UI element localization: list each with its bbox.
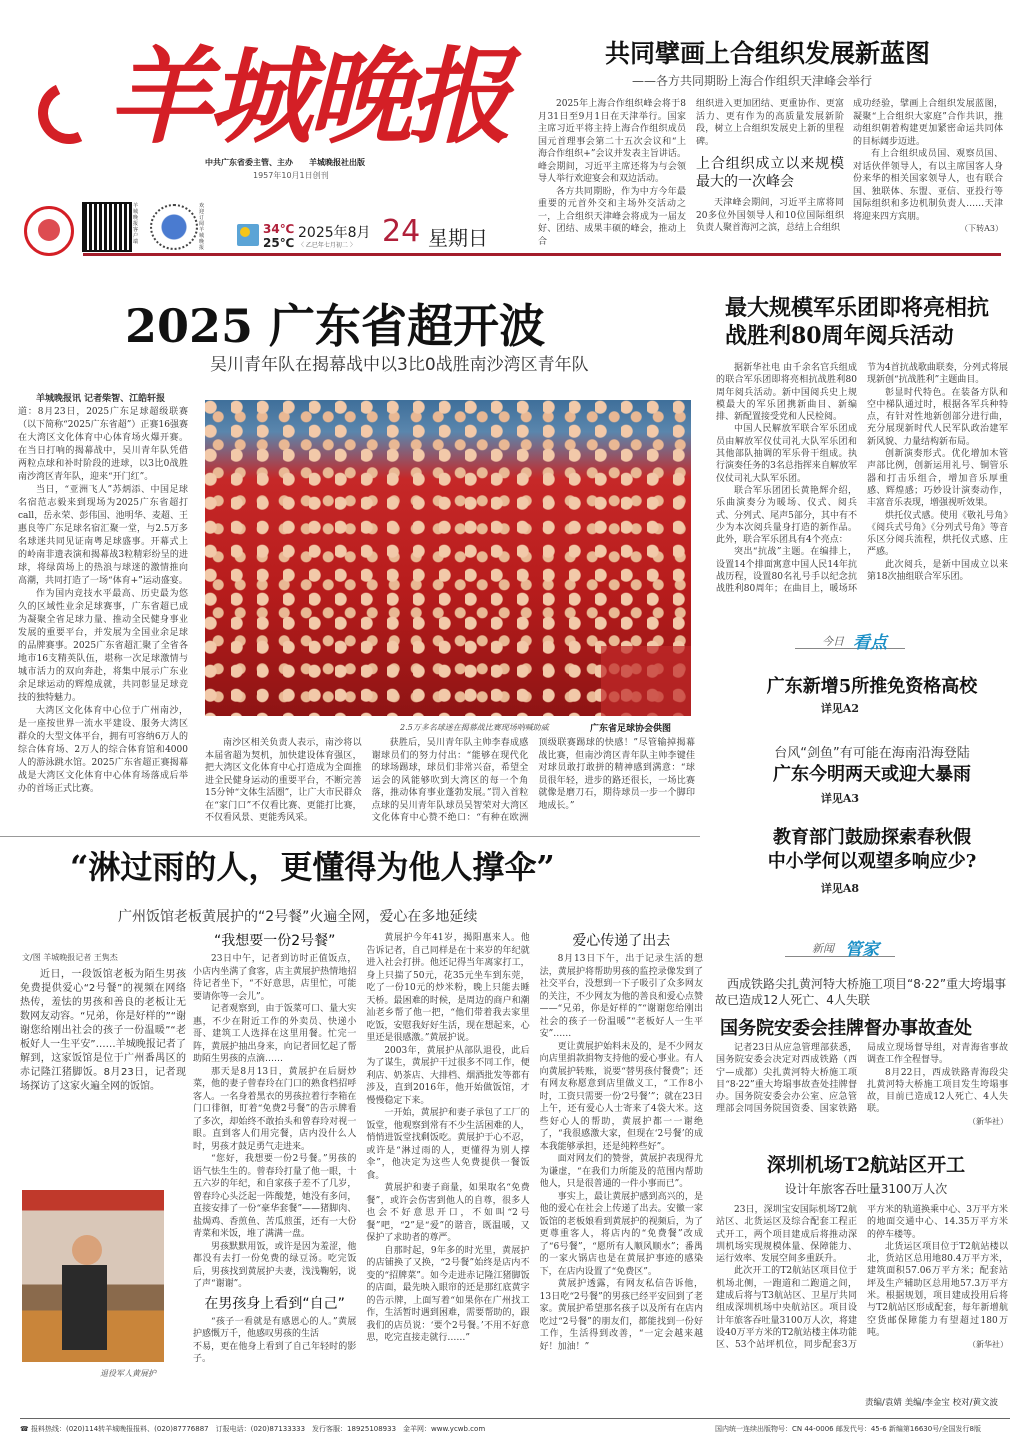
soccer-bottom-columns: 南沙区相关负责人表示，南沙将以本届省超为契机，加快建设体育强区，把大湾区文化体育中心打造成为全面推进全民健身运动的重要平台，不断完善15分钟“文体生活圈”，让广大市民群众在“家门口”不仅看比赛、更能打比赛，不仅看风景、更能秀风采。 获胜后，吴川青年队主帅李春成感谢球员们的努力付出：“能够在现代化的球场踢球，球员们非常兴奋，希望全运会的风能够吹到大湾区的每一个角落，推动体育事业蓬勃发展。”罚入首粒点球的吴川青年队球员吴智荣对大湾区文化体育中心赞不绝口：“有种在欧洲顶级联赛踢球的快感！”尽管输掉揭幕战比赛，但南沙湾区青年队主帅李键佳对球员敢打敢拼的精神感到满意：“球员很年轻，进步的路还很长，一场比赛就像是磨刀石，期待球员一步一个脚印地成长。” — [205, 738, 695, 823]
logo-emblem-icon — [29, 73, 108, 152]
weekday: 星期日 — [428, 226, 488, 250]
section-divider — [0, 836, 700, 837]
butler-pre: 西成铁路尖扎黄河特大桥施工项目“8·22”重大垮塌事故已造成12人死亡、4人失联 — [715, 977, 1007, 1007]
highlight-2-pre: 台风“剑鱼”有可能在海南沿海登陆 — [774, 746, 970, 761]
airport-title[interactable]: 深圳机场T2航站区开工 — [766, 1154, 966, 1176]
founded-line: 1957年10月1日创刊 — [253, 171, 329, 180]
masthead-logo: 羊城晚报 — [38, 22, 558, 182]
footer-rule — [20, 1418, 1010, 1419]
photo-credit: 广东省足球协会供图 — [590, 724, 672, 734]
butler-body: 记者23日从应急管理部获悉，国务院安委会决定对西成铁路（西宁—成都）尖扎黄河特大桥施工项目“8·22”重大垮塌事故查处挂牌督办。国务院安委会办公室、应急管理部会同国务院国资委、国家铁路局成立现场督导组，对青海省事故调查工作全程督导。 8月22日，西成铁路青海段尖扎黄河特大桥施工项目发生垮塌事故，目前已造成12人死亡、4人失联。 （新华社） — [716, 1042, 1008, 1128]
top-story-col1: 2025年上海合作组织峰会将于8月31日至9月1日在天津举行。国家主席习近平将主持上海合作组织成员国元首理事会第二十五次会议和“上海合作组织+”会议并发表主旨讲话。峰会期间，习近平主席还将为与会领导人举行欢迎宴会和双边活动。 各方共同期盼，作为中方今年最重要的元首外交和主场外交活动之一，上合组织天津峰会将成为一届友好、团结、成果丰硕的峰会，推动上合 — [538, 99, 686, 247]
top-story-title[interactable]: 共同擘画上合组织发展新蓝图 — [605, 39, 931, 68]
soccer-title[interactable]: 2025 广东省超开波 — [125, 299, 546, 353]
masthead-rule — [83, 253, 1001, 256]
highlight-3-see[interactable]: 详见A8 — [820, 882, 860, 895]
band-title[interactable]: 最大规模军乐团即将亮相抗战胜利80周年阅兵活动 — [725, 295, 990, 349]
highlights-tag-small: 今日 — [822, 635, 844, 648]
butler-tag: 管家 — [845, 940, 879, 960]
airport-subtitle: 设计年旅客吞吐量3100万人次 — [784, 1182, 948, 1196]
feature-subtitle: 广州饭馆老板黄展护的“2号餐”火遍全网，爱心在多地延续 — [118, 909, 478, 925]
weather-icon — [237, 224, 259, 246]
weather-high: 34℃ — [263, 222, 295, 236]
restaurant-owner-photo — [22, 1190, 164, 1362]
top-story-col3: 成功经验，擘画上合组织发展蓝图，凝聚“上合组织大家庭”合作共识，推动组织朝着构建更加紧密命运共同体的目标阔步迈进。 有上合组织成员国、观察员国、对话伙伴领导人，有以主席国客人身份来华的相关国家领导人，也有联合国、独联体、东盟、亚信、亚投行等国际组织和多边机制负责人……天津将迎来四方宾朋。 （下转A3） — [853, 99, 1003, 233]
top-story-subtitle: ——各方共同期盼上海合作组织天津峰会举行 — [632, 74, 873, 88]
date-year-month: 2025年8月 — [298, 225, 371, 241]
highlight-2-title[interactable]: 广东今明两天或迎大暴雨 — [773, 764, 971, 785]
photo-caption: 2.5万多名球迷在揭幕战比赛现场呐喊助威 — [400, 723, 549, 732]
butler-source: （新华社） — [968, 1116, 1008, 1126]
qr-code-app[interactable] — [84, 204, 130, 250]
qr1-label: 羊城晚报客户端 — [133, 203, 139, 245]
qr2-label: 欢迎订阅羊城晚报 — [199, 203, 205, 251]
soccer-subtitle: 吴川青年队在揭幕战中以3比0战胜南沙湾区青年队 — [210, 355, 589, 375]
highlight-1-title[interactable]: 广东新增5所推免资格高校 — [766, 676, 978, 697]
butler-title[interactable]: 国务院安委会挂牌督办事故查处 — [720, 1018, 972, 1039]
feature-lead: 近日，一段饭馆老板为陌生男孩免费提供爱心“2号餐”的视频在网络热传，羞怯的男孩和善良的老板让无数网友动容。“兄弟，你是好样的”“谢谢您给刚出社会的孩子一份温暖”“老板好人一生平安”……羊城晚报记者了解到，这家饭馆是位于广州番禺区的赤记隆江猪脚饭。8月23日，记者现场探访了这家火遍全网的饭馆。 — [20, 969, 186, 1092]
feature-body-columns: “我想要一份2号餐” 23日中午，记者到访时正值饭点，小店内坐满了食客，店主黄展护热情地招待记者坐下，“不好意思，店里忙，可能要请你等一会儿”。 记者观察到，由于饭菜可口、量大实惠，不少在附近工作的外卖员、快递小哥、建筑工人选择在这里用餐。忙完一阵，黄展护抽出身来，向记者回忆起了帮助陌生男孩的点滴…… 那天是8月13日，黄展护在后厨炒菜，他的妻子曾春玲在门口的熟食档招呼客人。一名身着黑衣的男孩拉着行李箱在门口徘徊，盯着“免费2号餐”的告示牌看了多次，却始终不敢抬头和曾春玲对视一眼。直到客人们用完餐，店内没什么人时，男孩才鼓足勇气走进来。 “您好，我想要一份2号餐。”男孩的语气怯生生的。曾春玲打量了他一眼，十五六岁的年纪，和自家孩子差不了几岁，曾春玲心头泛起一阵酸楚，她没有多问，直接安排了一份“豪华套餐”——猪脚肉、盐焗鸡、香煎鱼、苦瓜煎蛋，还有一大份青菜和米饭，堆了满满一盘。 男孩默默用饭，或许是因为羞涩，他都没有去打一份免费的绿豆汤。吃完饭后，男孩找到黄展护夫妻，浅浅鞠躬，说了声“谢谢”。 在男孩身上看到“自己” “孩子一看就是有感恩心的人。”黄展护感慨万千，他感叹男孩的生活 不易，更在他身上看到了自己年轻时的影子。 黄展护今年41岁，揭阳惠来人。他告诉记者，自己同样是在十来岁的年纪就进入社会打拼。他还记得当年离家打工，身上只揣了50元，花35元坐车到东莞，吃了一份10元的炒米粉，晚上只能去睡天桥。最困难的时候，是周边的商户和潮汕老乡帮了他一把，“他们带着我去家里吃饭，安慰我好好生活，现在想起来，心里还是很感激。”黄展护说。 2003年，黄展护从部队退役，此后为了谋生，黄展护干过很多不同工作，便利店、奶茶店、大排档、烟酒批发等都有涉及，直到2016年，他开始做饭馆，才慢慢稳定下来。 一开始，黄展护和妻子承包了工厂的饭堂，他观察到常有不少生活困难的人，悄悄进饭堂找剩饭吃。黄展护于心不忍，或许是“淋过雨的人，更懂得为别人撑伞”，他决定为这些人免费提供一餐饭食。 黄展护和妻子商量，如果取名“免费餐”，或许会伤害到他人的自尊，很多人也会不好意思开口，不如叫“2号餐”吧，“2”是“爱”的谐音，既温暖，又保护了求助者的尊严。 自那时起，9年多的时光里，黄展护的店铺换了又换，“2号餐”始终是店内不变的“招牌菜”。如今走进赤记隆江猪脚饭的店面，最先映入眼帘的还是那红底黄字的告示牌，上面写着“如果你在广州找工作，生活暂时遇到困难，需要帮助的，跟我们的店员说：‘要个2号餐。’不用不好意思，吃完直接走就行……” 爱心传递了出去 8月13日下午，出于记录生活的想法，黄展护将帮助男孩的监控录像发到了社交平台，没想到一下子吸引了众多网友的关注，不少网友为他的善良和爱心点赞——“兄弟，你是好样的”“谢谢您给刚出社会的孩子一份温暖”“老板好人一生平安”…… 更让黄展护始料未及的，是不少网友向店里捐款捐物支持他的爱心事业。有人向黄展护转账，说要“替男孩付餐费”；还有网友称愿意到店里做义工，“工作8小时，工资只需要一份‘2号餐’”；就在23日上午，还有爱心人士寄来了4袋大米。这些好心人的帮助，黄展护都一一谢绝了，“我很感激大家，但现在‘2号餐’的成本我能够承担，还是纯粹些好”。 面对网友们的赞誉，黄展护表现得尤为谦虚，“在我们力所能及的范围内帮助他人，只是很普通的一件小事而已”。 事实上，最让黄展护感到高兴的，是他的爱心在社会上传递了出去。安徽一家饭馆的老板娘看到黄展护的视频后，为了更尊重客人，将店内的“免费餐”改成了“6号餐”，“愿所有人顺风顺水”；番禺的一家火锅店也是在黄展护事迹的感染下，在店内设置了“免费区”。 黄展护透露，有网友私信告诉他，13日吃“2号餐”的男孩已经平安回到了老家。黄展护希望那名孩子以及所有在店内吃过“2号餐”的朋友们，都能找到一份好工作，生活得到改善，“一定会越来越好！加油！” — [193, 933, 703, 1364]
airport-body: 23日，深圳宝安国际机场T2航站区、北货运区及综合配套工程正式开工，两个项目建成后将推动深圳机场实现规模体量、保障能力、运行效率、发展空间多重跃升。 此次开工的T2航站区项目位于机场北侧，一跑道和二跑道之间，建成后将与T3航站区、卫星厅共同组成深圳机场中央航站区。项目设计年旅客吞吐量3100万人次，将建设40万平方米的T2航站楼主体功能区、53个站坪机位，同步配套3万平方米的轨道换乘中心、3万平方米的地面交通中心、14.35万平方米的停车楼等。 北货运区项目位于T2航站楼以北，货站区总用地80.4万平方米，建筑面积57.06万平方米；配套站坪及生产辅助区总用地57.3万平方米。根据规划，项目建成投用后将与T2航站区形成配套，每年新增航空货邮保障能力有望超过180万吨。 （新华社） — [716, 1205, 1008, 1351]
highlight-1-see[interactable]: 详见A2 — [820, 702, 860, 715]
feature-subhead-1: “我想要一份2号餐” — [213, 933, 336, 949]
qr-code-subscribe[interactable] — [150, 204, 198, 250]
lunar-date: 〈 乙巳年七月初二 〉 — [298, 242, 356, 249]
top-story-col2: 组织进入更加团结、更重协作、更富活力、更有作为的高质量发展新阶段，树立上合组织发展史上新的里程碑。 上合组织成立以来规模最大的一次峰会 天津峰会期间，习近平主席将同20多位外国领导人和10位国际组织负责人聚首海河之滨，总结上合组织 — [696, 99, 844, 233]
footer-registration: 国内统一连续出版物号：CN 44-0006 邮发代号：45-6 新编第16630号/全国发行8版 — [715, 1425, 982, 1433]
feature-subhead-2: 在男孩身上看到“自己” — [204, 1295, 345, 1312]
award-emblem-icon — [24, 206, 74, 256]
highlights-tag: 看点 — [853, 633, 887, 653]
feature-subhead-3: 爱心传递了出去 — [572, 933, 671, 949]
phone-icon: ☎ — [20, 1425, 29, 1433]
top-story-subhead: 上合组织成立以来规模最大的一次峰会 — [696, 156, 844, 190]
publisher-line: 中共广东省委主管、主办 羊城晚报社出版 — [205, 158, 365, 167]
date-day: 24 — [382, 214, 421, 249]
airport-source: （新华社） — [968, 1340, 1008, 1350]
soccer-crowd-photo — [205, 400, 691, 716]
owner-photo-caption: 退役军人黄展护 — [100, 1369, 156, 1378]
feature-byline: 文/图 羊城晚报记者 王隽杰 — [22, 953, 118, 962]
weather-low: 25℃ — [263, 236, 295, 250]
feature-title[interactable]: “淋过雨的人，更懂得为他人撑伞” — [70, 848, 555, 886]
butler-tag-small: 新闻 — [812, 942, 834, 955]
highlights-rule — [795, 648, 905, 649]
editor-credits: 责编/袁婧 美编/李金宝 校对/黄文波 — [865, 1398, 998, 1408]
highlight-3-title[interactable]: 教育部门鼓励探索春秋假 中小学何以观望多响应少? — [767, 827, 977, 872]
soccer-left-column: 羊城晚报讯 记者柴智、江皓轩报 道：8月23日，2025广东足球超级联赛（以下简称“2025广东省超”）正赛16强赛在大湾区文化体育中心体育场火爆开赛。在当日打响的揭幕战中，吴川青年队凭借两粒点球和补时阶段的进球，以3比0战胜南沙湾区青年队，迎来“开门红”。 当日，“亚洲飞人”苏炳添、中国足球名宿范志毅来到现场为2025广东省超打call，岳永荣、彭伟国、池明华、麦超、王惠良等广东足球名宿汇聚一堂，与2.5万多名球迷共同见证南粤足球盛事。开幕式上的岭南非遗表演和揭幕战3粒精彩纷呈的进球，将绿茵场上的热浪与球迷的激情推向高潮，共同打造了一场“体育+”运动盛宴。 作为国内竞技水平最高、历史最为悠久的区域性业余足球赛事，广东省超已成为凝聚全省足球力量、推动全民健身事业发展的重要平台，并发展为全国业余足球的品牌赛事。2025广东省超汇聚了全省各地市16支精英队伍，堪称一次足球激情与城市活力的双向奔赴，将集中展示广东业余足球运动的辉煌成就，共同彰显足球竞技的独特魅力。 大湾区文化体育中心位于广州南沙，是一座按世界一流水平建设、服务大湾区群众的大型文体平台，拥有可容纳6万人的综合体育场、2万人的综合体育馆和4000人的游泳跳水馆。2025广东省超正赛揭幕战是大湾区文化体育中心体育场落成后举办的首场正式比赛。 — [18, 394, 188, 794]
footer-contacts: ☎ 报料热线：(020)114转羊城晚报报料、(020)87776887 订报电话：(020)87133333 发行客服：18925108933 金羊网：www.ycwb.com — [20, 1425, 486, 1433]
band-body: 据新华社电 由千余名官兵组成的联合军乐团即将亮相抗战胜利80周年阅兵活动。新中国阅兵史上规模最大的军乐团携新曲目、新编排、新配置接受党和人民检阅。 中国人民解放军联合军乐团成员由解放军仪仗司礼大队军乐团和其他部队抽调的军乐骨干组成。执行演奏任务的3名总指挥来自解放军仪仗司礼大队军乐团。 联合军乐团团长黄艳辉介绍，乐曲演奏分为暖场、仪式、阅兵式、分列式、尾声5部分，其中有不少为本次阅兵量身打造的新作品。此外，联合军乐团具有4个亮点： 突出“抗战”主题。在编排上，设置14个排面寓意中国人民14年抗战历程，设置80名礼号手以纪念抗战胜利80周年；在曲目上，暖场环节为4首抗战歌曲联奏，分列式将展现新创“抗战胜利”主题曲目。 彰显时代特色。在装备方队和空中梯队通过时，根据各军兵种特点，有针对性地新创部分进行曲，充分展现新时代人民军队政治建军新风貌、力量结构新布局。 创新演奏形式。优化增加木管声部比例，创新运用礼号、铜管乐器和打击乐组合，增加音乐厚重感、辉煌感；巧妙设计演奏动作，丰富音乐表现，增强视听效果。 烘托仪式感。使用《敬礼号角》《阅兵式号角》《分列式号角》等音乐区分阅兵流程，烘托仪式感、庄严感。 此次阅兵，是新中国成立以来第18次抽组联合军乐团。 — [716, 363, 1008, 595]
jump-note: （下转A3） — [960, 224, 1003, 233]
highlight-2-see[interactable]: 详见A3 — [820, 792, 860, 805]
